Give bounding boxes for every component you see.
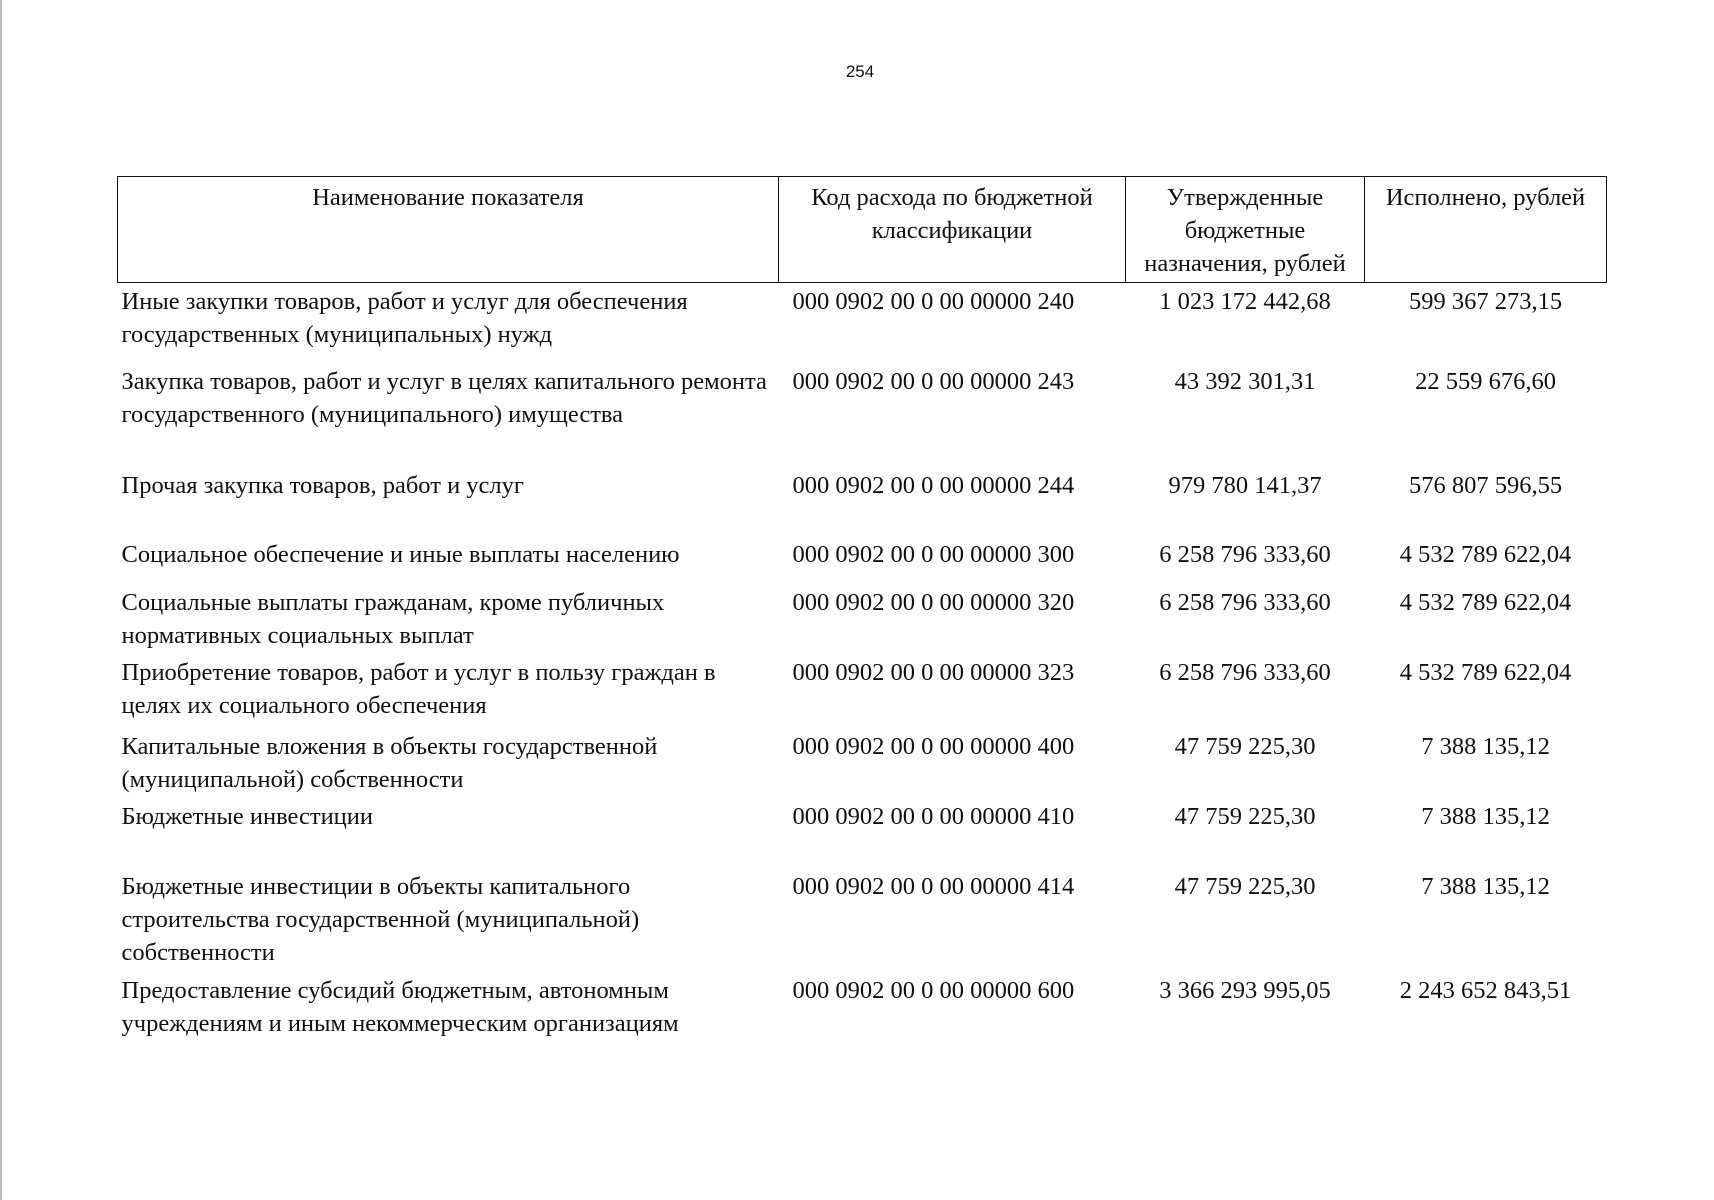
row-done: 22 559 676,60: [1415, 367, 1556, 395]
budget-table-container: [117, 176, 1606, 1044]
row-code: 000 0902 00 0 00 00000 243: [792, 367, 1075, 395]
table-row: [118, 586, 1607, 656]
row-done: 4 532 789 622,04: [1399, 588, 1572, 616]
row-code: 000 0902 00 0 00 00000 240: [792, 288, 1075, 315]
row-plan: 3 366 293 995,05: [1159, 976, 1331, 1004]
scan-edge: [0, 0, 2, 1200]
row-done: 7 388 135,12: [1421, 802, 1550, 830]
row-plan: 47 759 225,30: [1174, 802, 1316, 830]
row-done: 7 388 135,12: [1421, 872, 1550, 900]
row-name: Капитальные вложения в объекты государственной (муниципальной) собственности: [121, 732, 658, 793]
row-code: 000 0902 00 0 00 00000 600: [792, 976, 1075, 1004]
table-row: [118, 870, 1607, 974]
row-code: 000 0902 00 0 00 00000 320: [792, 588, 1075, 616]
row-plan: 47 759 225,30: [1174, 732, 1316, 760]
row-name: Бюджетные инвестиции в объекты капитального строительства государственной (муниципальной) собственности: [121, 872, 640, 966]
row-done: 7 388 135,12: [1421, 732, 1550, 760]
table-row: [118, 800, 1607, 870]
row-plan: 6 258 796 333,60: [1159, 540, 1331, 568]
row-code: 000 0902 00 0 00 00000 410: [792, 802, 1075, 830]
row-done: 576 807 596,55: [1408, 471, 1563, 499]
row-done: 2 243 652 843,51: [1399, 976, 1572, 1004]
table-row: [118, 730, 1607, 800]
header-plan: Утвержденные бюджетные назначения, рублей: [1126, 177, 1365, 283]
row-name: Предоставление субсидий бюджетным, автономным учреждениям и иным некоммерческим организациям: [121, 976, 679, 1037]
row-code: 000 0902 00 0 00 00000 300: [792, 540, 1075, 568]
row-plan: 6 258 796 333,60: [1159, 658, 1331, 686]
budget-table: [117, 176, 1607, 1044]
table-row: [118, 283, 1607, 365]
row-plan: 47 759 225,30: [1174, 872, 1316, 900]
header-code: Код расхода по бюджетной классификации: [779, 177, 1126, 283]
row-name: Приобретение товаров, работ и услуг в пользу граждан в целях их социального обеспечения: [121, 658, 716, 719]
row-code: 000 0902 00 0 00 00000 400: [792, 732, 1075, 760]
row-plan: 1 023 172 442,68: [1159, 288, 1331, 315]
row-name: Социальное обеспечение и иные выплаты населению: [121, 540, 680, 568]
row-name: Закупка товаров, работ и услуг в целях капитального ремонта государственного (муниципального) имущества: [121, 367, 767, 428]
row-code: 000 0902 00 0 00 00000 244: [792, 471, 1075, 499]
row-name: Бюджетные инвестиции: [121, 802, 374, 830]
table-row: [118, 469, 1607, 538]
page-number: 254: [845, 62, 875, 81]
table-row: [118, 365, 1607, 469]
header-done: Исполнено, рублей: [1365, 177, 1607, 283]
row-plan: 6 258 796 333,60: [1159, 588, 1331, 616]
table-row: [118, 656, 1607, 730]
table-header-row: [118, 177, 1607, 283]
row-name: Прочая закупка товаров, работ и услуг: [121, 471, 524, 499]
row-done: 599 367 273,15: [1408, 288, 1563, 315]
row-plan: 43 392 301,31: [1174, 367, 1316, 395]
table-row: [118, 974, 1607, 1044]
row-name: Иные закупки товаров, работ и услуг для обеспечения государственных (муниципальных) нужд: [121, 288, 688, 348]
row-done: 4 532 789 622,04: [1399, 540, 1572, 568]
header-name: Наименование показателя: [118, 177, 779, 283]
row-code: 000 0902 00 0 00 00000 323: [792, 658, 1075, 686]
row-done: 4 532 789 622,04: [1399, 658, 1572, 686]
table-row: [118, 538, 1607, 586]
row-name: Социальные выплаты гражданам, кроме публичных нормативных социальных выплат: [121, 588, 665, 649]
row-plan: 979 780 141,37: [1168, 471, 1322, 499]
row-code: 000 0902 00 0 00 00000 414: [792, 872, 1075, 900]
